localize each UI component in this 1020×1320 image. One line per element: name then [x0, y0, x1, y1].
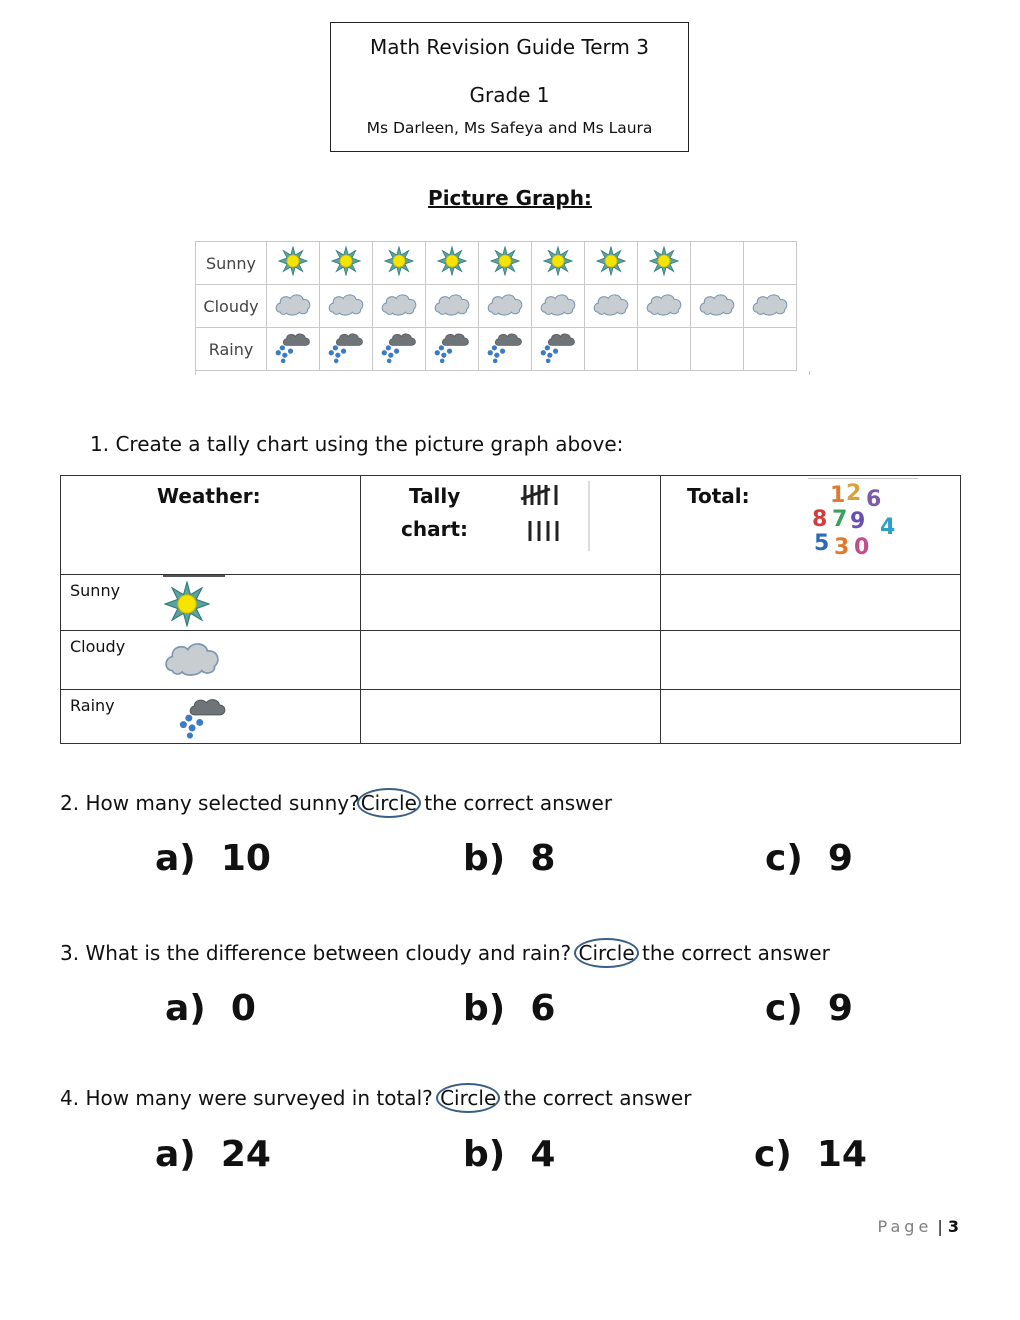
- option-c[interactable]: [754, 1134, 867, 1175]
- sun-icon: [437, 246, 467, 276]
- weather-cell: [61, 690, 361, 744]
- header-box: [330, 22, 689, 152]
- numbers-icon: [808, 478, 918, 569]
- tally-row-cloudy: [61, 631, 961, 690]
- rain-cloud-icon: [487, 330, 523, 364]
- option-letter: b): [463, 1134, 506, 1175]
- sun-icon: [278, 246, 308, 276]
- option-letter: c): [765, 988, 803, 1029]
- sun-icon: [649, 246, 679, 276]
- picture-graph: [195, 241, 797, 371]
- option-b[interactable]: [463, 988, 555, 1029]
- picture-graph-row-label: Cloudy: [196, 285, 267, 328]
- option-value: 24: [220, 1134, 271, 1175]
- circle-word: Circle: [357, 788, 421, 818]
- rain-cloud-icon: [434, 330, 470, 364]
- option-value: 4: [530, 1134, 556, 1175]
- picture-graph-cell: [320, 328, 373, 371]
- cloud-icon: [161, 637, 223, 679]
- number-glyph: 3: [834, 535, 850, 560]
- row-label: Sunny: [70, 581, 121, 600]
- tally-cell-cloudy[interactable]: [361, 631, 661, 690]
- question-3: [60, 938, 830, 968]
- sun-icon: [384, 246, 414, 276]
- tally-row-sunny: [61, 575, 961, 631]
- cloud-icon: [538, 290, 578, 318]
- number-glyph: 8: [812, 507, 828, 532]
- picture-graph-cell: [691, 242, 744, 285]
- picture-graph-row-label: Sunny: [196, 242, 267, 285]
- option-c[interactable]: [765, 838, 853, 879]
- total-cell-sunny[interactable]: [661, 575, 961, 631]
- picture-graph-cell: [373, 285, 426, 328]
- number-glyph: 9: [850, 509, 866, 534]
- number-glyph: 6: [866, 487, 882, 512]
- rain-cloud-icon: [328, 330, 364, 364]
- sun-icon: [331, 246, 361, 276]
- option-value: 10: [220, 838, 271, 879]
- number-glyph: 2: [846, 481, 862, 506]
- picture-graph-cell: [479, 242, 532, 285]
- picture-graph-cell: [320, 242, 373, 285]
- picture-graph-row: [196, 285, 797, 328]
- cloud-icon: [379, 290, 419, 318]
- picture-graph-cell: [638, 285, 691, 328]
- question-4: [60, 1083, 691, 1113]
- option-letter: a): [155, 1134, 196, 1175]
- picture-graph-bottom-edge: [195, 371, 810, 375]
- tally-cell-sunny[interactable]: [361, 575, 661, 631]
- picture-graph-row: [196, 328, 797, 371]
- question-text: 2. How many selected sunny?: [60, 791, 360, 815]
- question-1: 1. Create a tally chart using the picture graph above:: [90, 432, 624, 456]
- circle-word: Circle: [436, 1083, 500, 1113]
- page-label: Page: [877, 1217, 933, 1236]
- question-text: 3. What is the difference between cloudy and rain?: [60, 941, 572, 965]
- weather-cell: [61, 631, 361, 690]
- row-label: Rainy: [70, 696, 115, 715]
- option-b[interactable]: [463, 838, 555, 879]
- cloud-icon: [591, 290, 631, 318]
- cloud-icon: [750, 290, 790, 318]
- option-letter: b): [463, 988, 506, 1029]
- picture-graph-cell: [638, 328, 691, 371]
- tally-header-line2: chart:: [401, 517, 469, 541]
- option-b[interactable]: [463, 1134, 555, 1175]
- rain-cloud-icon: [540, 330, 576, 364]
- picture-graph-cell: [267, 242, 320, 285]
- tally-row-rainy: [61, 690, 961, 744]
- rain-cloud-icon: [179, 695, 227, 739]
- picture-graph-cell: [267, 328, 320, 371]
- option-a[interactable]: [165, 988, 256, 1029]
- picture-graph-cell: [744, 328, 797, 371]
- tally-header-row: [61, 476, 961, 575]
- picture-graph-cell: [691, 328, 744, 371]
- tally-header-line1: Tally: [409, 484, 461, 508]
- number-glyph: 7: [832, 507, 848, 532]
- tally-header-cell: [361, 476, 661, 575]
- picture-graph-row: [196, 242, 797, 285]
- option-value: 0: [230, 988, 256, 1029]
- option-value: 6: [530, 988, 556, 1029]
- picture-graph-cell: [426, 328, 479, 371]
- picture-graph-cell: [744, 242, 797, 285]
- weather-header-cell: [61, 476, 361, 575]
- option-a[interactable]: [155, 838, 271, 879]
- picture-graph-row-label: Rainy: [196, 328, 267, 371]
- guide-title: Math Revision Guide Term 3: [370, 35, 649, 59]
- option-value: 8: [530, 838, 556, 879]
- picture-graph-cell: [373, 242, 426, 285]
- question-instruction: the correct answer: [642, 941, 830, 965]
- cloud-icon: [485, 290, 525, 318]
- sun-icon: [543, 246, 573, 276]
- picture-graph-cell: [585, 242, 638, 285]
- number-glyph: 0: [854, 535, 870, 560]
- page-footer: Page | 3: [877, 1217, 959, 1236]
- picture-graph-cell: [585, 328, 638, 371]
- rain-cloud-icon: [275, 330, 311, 364]
- picture-graph-cell: [479, 328, 532, 371]
- question-instruction: the correct answer: [424, 791, 613, 815]
- picture-graph-cell: [532, 285, 585, 328]
- cloud-icon: [644, 290, 684, 318]
- sun-icon: [596, 246, 626, 276]
- picture-graph-cell: [638, 242, 691, 285]
- picture-graph-cell: [479, 285, 532, 328]
- sun-icon: [164, 581, 210, 627]
- option-letter: a): [165, 988, 206, 1029]
- picture-graph-title: Picture Graph:: [428, 186, 592, 210]
- picture-graph-cell: [267, 285, 320, 328]
- tally-cell-rainy[interactable]: [361, 690, 661, 744]
- total-cell-cloudy[interactable]: [661, 631, 961, 690]
- number-glyph: 1: [830, 483, 846, 508]
- option-letter: b): [463, 838, 506, 879]
- weather-header: Weather:: [157, 484, 261, 508]
- option-value: 9: [827, 988, 853, 1029]
- option-letter: c): [754, 1134, 792, 1175]
- weather-cell: [61, 575, 361, 631]
- sun-icon: [490, 246, 520, 276]
- option-a[interactable]: [155, 1134, 271, 1175]
- option-letter: c): [765, 838, 803, 879]
- cloud-icon: [697, 290, 737, 318]
- picture-graph-cell: [532, 242, 585, 285]
- picture-graph-cell: [585, 285, 638, 328]
- picture-graph-cell: [426, 285, 479, 328]
- total-cell-rainy[interactable]: [661, 690, 961, 744]
- option-c[interactable]: [765, 988, 853, 1029]
- page-number: 3: [947, 1217, 959, 1236]
- grade-label: Grade 1: [469, 83, 550, 107]
- option-value: 9: [827, 838, 853, 879]
- option-letter: a): [155, 838, 196, 879]
- picture-graph-cell: [744, 285, 797, 328]
- total-header: Total:: [687, 484, 750, 508]
- number-glyph: 4: [880, 515, 896, 540]
- rain-cloud-icon: [381, 330, 417, 364]
- circle-word: Circle: [574, 938, 638, 968]
- option-value: 14: [816, 1134, 867, 1175]
- tally-table: [60, 475, 961, 744]
- total-header-cell: [661, 476, 961, 575]
- teachers-label: Ms Darleen, Ms Safeya and Ms Laura: [366, 119, 653, 137]
- picture-graph-cell: [320, 285, 373, 328]
- cloud-icon: [273, 290, 313, 318]
- number-glyph: 5: [814, 531, 830, 556]
- question-2: [60, 788, 612, 818]
- picture-graph-cell: [532, 328, 585, 371]
- row-label: Cloudy: [70, 637, 126, 656]
- divider: [163, 575, 225, 577]
- picture-graph-cell: [426, 242, 479, 285]
- picture-graph-cell: [373, 328, 426, 371]
- question-instruction: the correct answer: [503, 1086, 692, 1110]
- question-text: 4. How many were surveyed in total?: [60, 1086, 433, 1110]
- picture-graph-cell: [691, 285, 744, 328]
- cloud-icon: [326, 290, 366, 318]
- tally-marks-icon: [519, 481, 591, 551]
- cloud-icon: [432, 290, 472, 318]
